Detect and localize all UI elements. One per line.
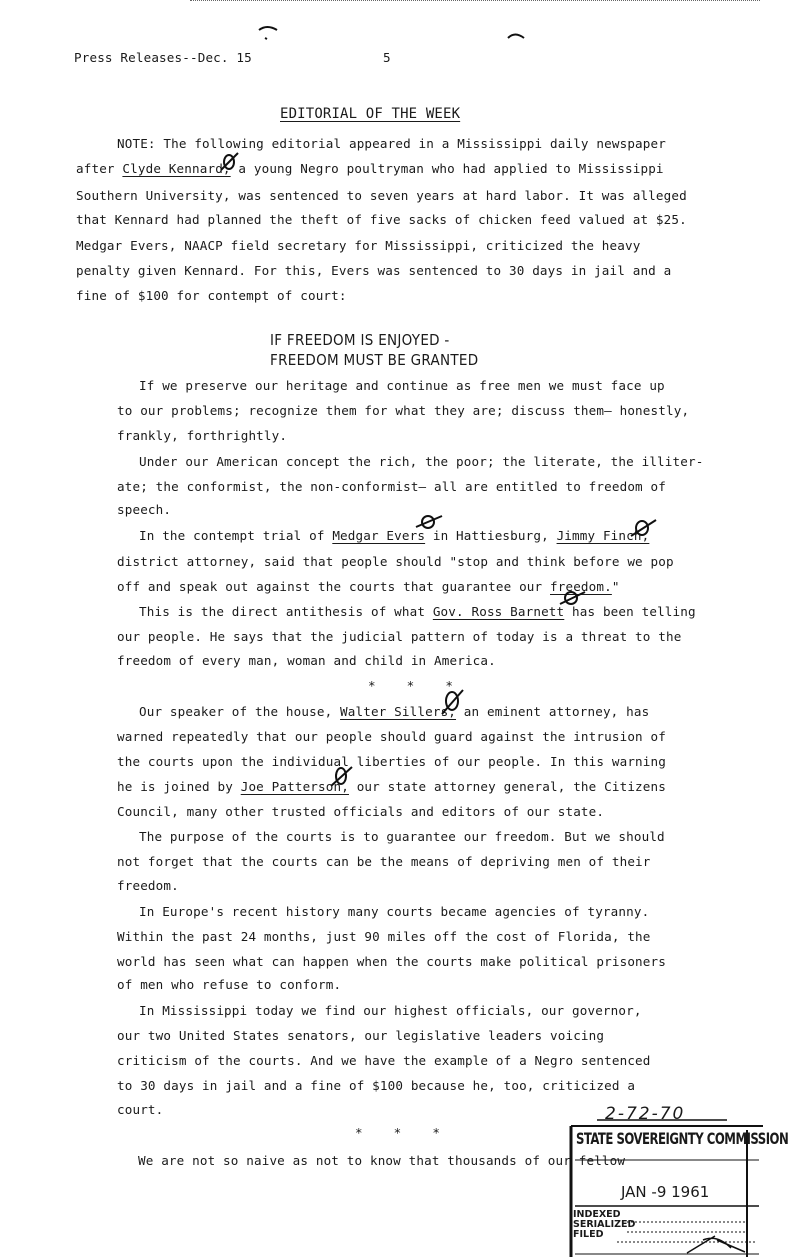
name-clyde-kennard: Clyde Kennard, — [122, 161, 231, 176]
check-mark-evers — [412, 512, 444, 532]
name-walter-sillers: Walter Sillers, — [340, 704, 457, 719]
body-p5-line-5: Council, many other trusted officials and editors of our state. — [117, 804, 605, 819]
body-p5-line-3: the courts upon the individual liberties of our people. In this warning — [117, 754, 666, 769]
page-number: 5 — [383, 50, 391, 65]
stray-mark-2 — [505, 28, 527, 44]
body-p2-line-1: Under our American concept the rich, the poor; the literate, the illiter- — [139, 454, 704, 469]
note-line-1: NOTE: The following editorial appeared in a Mississippi daily newspaper — [117, 136, 666, 151]
body-p9-line-1: We are not so naive as not to know that thousands of our fellow — [138, 1153, 626, 1168]
body-p8-line-5: court. — [117, 1102, 164, 1117]
body-p8-line-3: criticism of the courts. And we have the example of a Negro sentenced — [117, 1053, 651, 1068]
body-p4-line-1: This is the direct antithesis of what Gov. Ross Barnett has been telling — [139, 604, 696, 619]
body-p3-line-2: district attorney, said that people should "stop and think before we pop — [117, 554, 674, 569]
name-ross-barnett: Gov. Ross Barnett — [432, 604, 565, 619]
body-p5-line-4: he is joined by Joe Patterson, our state attorney general, the Citizens — [117, 779, 666, 794]
check-mark-barnett — [557, 588, 587, 608]
body-p3-line-3: off and speak out against the courts that guarantee our freedom." — [117, 579, 620, 594]
body-p8-line-2: our two United States senators, our legislative leaders voicing — [117, 1028, 605, 1043]
name-medgar-evers: Medgar Evers — [332, 528, 426, 543]
body-p6-line-1: The purpose of the courts is to guarantee our freedom. But we should — [139, 829, 665, 844]
separator-stars-1: * * * — [368, 678, 454, 693]
subheading-line-1: IF FREEDOM IS ENJOYED - — [270, 331, 450, 349]
check-mark-sillers — [439, 688, 465, 718]
body-p7-line-4: of men who refuse to conform. — [117, 977, 342, 992]
body-p2-line-3: speech. — [117, 502, 172, 517]
body-p2-line-2: ate; the conformist, the non-conformist— all are entitled to freedom of — [117, 479, 666, 494]
stamp-title: STATE SOVEREIGNTY COMMISSION — [576, 1130, 788, 1149]
body-p4-line-3: freedom of every man, woman and child in America. — [117, 653, 496, 668]
note-line-4: that Kennard had planned the theft of five sacks of chicken feed valued at $25. — [76, 212, 687, 227]
body-p7-line-3: world has seen what can happen when the courts make political prisoners — [117, 954, 666, 969]
stray-mark-1 — [255, 22, 285, 42]
stamp-date: JAN -9 1961 — [621, 1183, 710, 1201]
check-mark-kennard — [218, 150, 240, 174]
note-line-3: Southern University, was sentenced to seven years at hard labor. It was alleged — [76, 188, 687, 203]
note-line-5: Medgar Evers, NAACP field secretary for Mississippi, criticized the heavy — [76, 238, 641, 253]
note-line-2: after Clyde Kennard, a young Negro poultryman who had applied to Mississippi — [76, 161, 664, 176]
page-top-border — [190, 0, 760, 1]
note-line-6: penalty given Kennard. For this, Evers was sentenced to 30 days in jail and a — [76, 263, 672, 278]
body-p3-line-1: In the contempt trial of Medgar Evers in Hattiesburg, Jimmy Finch, — [139, 528, 650, 543]
note-line-7: fine of $100 for contempt of court: — [76, 288, 347, 303]
separator-stars-2: * * * — [355, 1125, 441, 1140]
check-mark-finch — [628, 516, 658, 540]
body-p7-line-2: Within the past 24 months, just 90 miles off the cost of Florida, the — [117, 929, 651, 944]
name-joe-patterson: Joe Patterson, — [240, 779, 349, 794]
body-p7-line-1: In Europe's recent history many courts became agencies of tyranny. — [139, 904, 650, 919]
body-p8-line-4: to 30 days in jail and a fine of $100 because he, too, criticized a — [117, 1078, 636, 1093]
name-jimmy-finch: Jimmy Finch, — [556, 528, 650, 543]
stamp-serialized-label: SERIALIZED — [573, 1219, 636, 1230]
body-p1-line-3: frankly, forthrightly. — [117, 428, 288, 443]
check-mark-patterson — [328, 764, 354, 790]
body-p5-line-1: Our speaker of the house, Walter Sillers, an eminent attorney, has — [139, 704, 650, 719]
body-p1-line-2: to our problems; recognize them for what they are; discuss them— honestly, — [117, 403, 690, 418]
body-p1-line-1: If we preserve our heritage and continue as free men we must face up — [139, 378, 665, 393]
subheading-line-2: FREEDOM MUST BE GRANTED — [270, 351, 479, 369]
header-label: Press Releases--Dec. 15 — [74, 50, 252, 65]
stamp-indexed-label: INDEXED — [573, 1209, 621, 1220]
body-p6-line-3: freedom. — [117, 878, 179, 893]
body-p6-line-2: not forget that the courts can be the means of depriving men of their — [117, 854, 651, 869]
body-p4-line-2: our people. He says that the judicial pattern of today is a threat to the — [117, 629, 682, 644]
body-p5-line-2: warned repeatedly that our people should guard against the intrusion of — [117, 729, 666, 744]
body-p8-line-1: In Mississippi today we find our highest officials, our governor, — [139, 1003, 642, 1018]
stamp-handwritten-number: 2-72-70 — [605, 1104, 686, 1124]
stamp-filed-label: FILED — [573, 1229, 604, 1240]
editorial-title: EDITORIAL OF THE WEEK — [280, 106, 461, 122]
